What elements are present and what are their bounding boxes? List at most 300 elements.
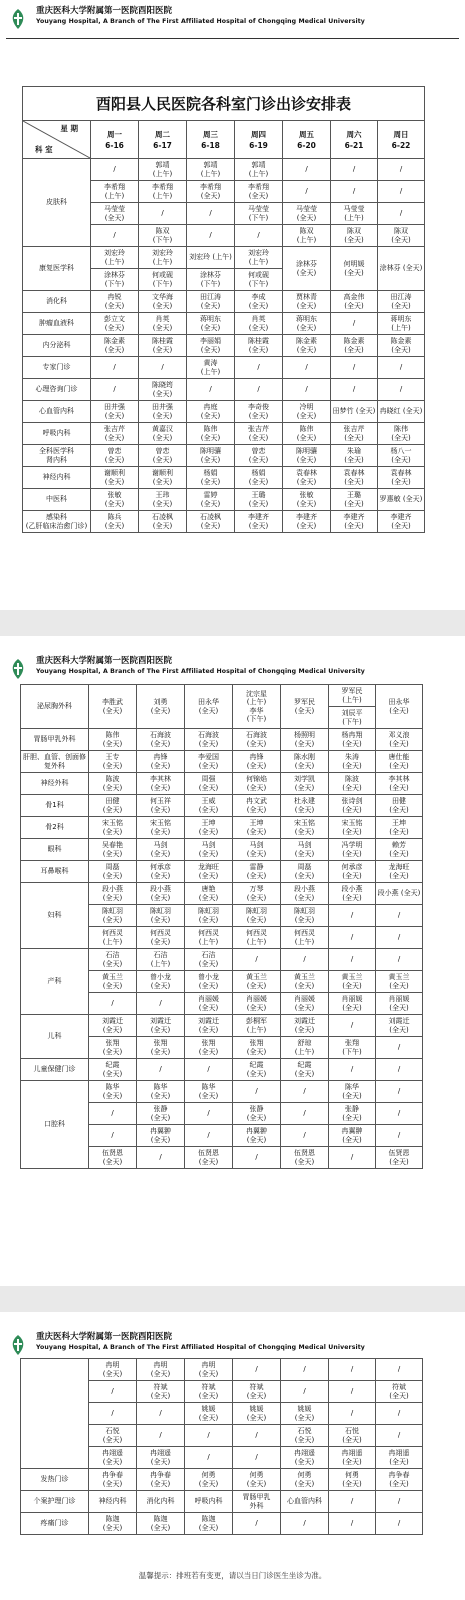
dept-name: 眼科 <box>21 839 89 861</box>
schedule-cell: / <box>137 1403 185 1425</box>
schedule-cell: / <box>329 1403 376 1425</box>
hospital-logo-icon <box>8 8 28 30</box>
schedule-cell: 陈虹羽 (全天) <box>233 905 281 927</box>
schedule-cell: / <box>187 225 235 247</box>
schedule-cell: 李爱国 (全天) <box>185 751 233 773</box>
schedule-cell: 冉争春 (全天) <box>137 1469 185 1491</box>
table-row <box>21 817 423 839</box>
schedule-cell: / <box>281 1125 329 1147</box>
schedule-cell: 马莹莹 (全天) <box>283 203 331 225</box>
schedule-cell: 杨照明 (全天) <box>281 729 329 751</box>
schedule-cell: 何锦焰 (全天) <box>233 773 281 795</box>
schedule-cell: 石悦 (全天) <box>281 1425 329 1447</box>
page-1 <box>0 0 465 610</box>
schedule-cell: 王坤 (全天) <box>233 817 281 839</box>
schedule-cell: / <box>89 1103 137 1125</box>
schedule-cell: 何明媛 (全天) <box>331 247 378 291</box>
schedule-cell: 肖丽媛 (全天) <box>376 993 423 1015</box>
schedule-cell: 彭立文 (全天) <box>91 313 139 335</box>
schedule-cell: 曾恋 (全天) <box>235 445 283 467</box>
schedule-cell: / <box>376 1425 423 1447</box>
schedule-cell: 冉明 (全天) <box>89 1359 137 1381</box>
schedule-cell: 段小燕 (全天) <box>376 883 423 905</box>
schedule-cell: / <box>137 1059 185 1081</box>
table-row <box>21 839 423 861</box>
day-header: 周六 6-21 <box>331 121 378 159</box>
schedule-cell: 杨娟 (全天) <box>235 467 283 489</box>
dept-name: 骨1科 <box>21 795 89 817</box>
page-title: 酉阳县人民医院各科室门诊出诊安排表 <box>23 87 425 121</box>
schedule-cell: 姚媛 (全天) <box>281 1403 329 1425</box>
schedule-cell: / <box>89 1403 137 1425</box>
schedule-cell: 李希翔 (全天) <box>235 181 283 203</box>
schedule-cell: 冉庭 (全天) <box>187 401 235 423</box>
schedule-cell: 冉锐 (全天) <box>91 291 139 313</box>
schedule-cell: / <box>281 1513 329 1535</box>
schedule-cell: 邓义浪 (全天) <box>376 729 423 751</box>
schedule-cell: 刘辰平 (下午) <box>329 707 376 729</box>
schedule-cell: 刘宏玲 (上午) <box>139 247 187 269</box>
schedule-cell: 何西灵 (上午) <box>233 927 281 949</box>
schedule-cell: / <box>376 949 423 971</box>
schedule-cell: 刘学凯 (全天) <box>281 773 329 795</box>
table-row <box>21 861 423 883</box>
schedule-cell: 肖英 (全天) <box>235 313 283 335</box>
schedule-cell: 田井强 (全天) <box>91 401 139 423</box>
table-row <box>23 313 425 335</box>
schedule-cell: 符斌 (全天) <box>233 1381 281 1403</box>
dept-name: 口腔科 <box>21 1081 89 1169</box>
schedule-cell: / <box>376 1125 423 1147</box>
schedule-cell: 肖丽媛 (全天) <box>281 993 329 1015</box>
dept-name: 产科 <box>21 949 89 1015</box>
schedule-cell: 伍贤恩 (全天) <box>376 1147 423 1169</box>
schedule-cell: 张静 (全天) <box>329 1103 376 1125</box>
schedule-cell: 杨冉翔 (全天) <box>329 729 376 751</box>
schedule-cell: 纪霞 (全天) <box>89 1059 137 1081</box>
schedule-cell: 宋玉铭 (全天) <box>281 817 329 839</box>
schedule-cell: 何承彦 (全天) <box>137 861 185 883</box>
schedule-cell: 石洁 (全天) <box>89 949 137 971</box>
schedule-cell: 田梦竹 (全天) <box>331 401 378 423</box>
schedule-cell: / <box>281 1381 329 1403</box>
schedule-cell: / <box>139 357 187 379</box>
schedule-cell: 陈双 (全天) <box>378 225 425 247</box>
schedule-cell: 刘霞迁 (全天) <box>185 1015 233 1037</box>
schedule-cell: 肖丽媛 (全天) <box>233 993 281 1015</box>
schedule-cell: 张翔 (全天) <box>185 1037 233 1059</box>
dept-name: 妇科 <box>21 883 89 949</box>
schedule-cell: / <box>378 379 425 401</box>
schedule-cell: 王璐 (全天) <box>235 489 283 511</box>
schedule-cell: 罗军民 (全天) <box>281 685 329 729</box>
schedule-cell: 李丽娟 (全天) <box>187 335 235 357</box>
table-row <box>23 511 425 533</box>
schedule-cell: 冉翊遥 (全天) <box>137 1447 185 1469</box>
schedule-cell: 刘宏玲 (上午) <box>187 247 235 269</box>
table-row <box>21 751 423 773</box>
schedule-cell: 朱涛 (全天) <box>329 751 376 773</box>
schedule-cell: 文华海 (全天) <box>139 291 187 313</box>
table-row <box>23 291 425 313</box>
table-row <box>23 423 425 445</box>
schedule-cell: 姚媛 (全天) <box>185 1403 233 1425</box>
schedule-cell: 杨八一 (全天) <box>378 445 425 467</box>
schedule-cell: 伍贤恩 (全天) <box>89 1147 137 1169</box>
day-header: 周四 6-19 <box>235 121 283 159</box>
schedule-cell: 伍贤恩 (全天) <box>281 1147 329 1169</box>
schedule-cell: / <box>91 379 139 401</box>
schedule-cell: 李其林 (全天) <box>137 773 185 795</box>
schedule-cell: 王威 (全天) <box>185 795 233 817</box>
page-3 <box>0 1312 465 1600</box>
schedule-cell: 雷婷 (全天) <box>187 489 235 511</box>
schedule-cell: 王坤 (全天) <box>376 817 423 839</box>
dept-name: 发热门诊 <box>21 1469 89 1491</box>
dept-name: 儿童保健门诊 <box>21 1059 89 1081</box>
schedule-cell: 段小燕 (全天) <box>137 883 185 905</box>
schedule-cell: 陈金素 (全天) <box>378 335 425 357</box>
schedule-cell: 张吉芹 (全天) <box>235 423 283 445</box>
schedule-cell: 涂林芬 (全天) <box>283 247 331 291</box>
schedule-cell: / <box>281 1359 329 1381</box>
schedule-cell: 万琴 (全天) <box>233 883 281 905</box>
schedule-cell: 陈虹羽 (全天) <box>137 905 185 927</box>
schedule-cell: / <box>329 905 376 927</box>
schedule-cell: 陈波 (全天) <box>329 773 376 795</box>
schedule-cell: 消化内科 <box>137 1491 185 1513</box>
header-en: Youyang Hospital, A Branch of The First Affiliated Hospital of Chongqing Medical University <box>36 1344 365 1351</box>
schedule-cell: / <box>376 1403 423 1425</box>
schedule-cell: 陈伟 (全天) <box>187 423 235 445</box>
schedule-cell: 刘霞迁 (全天) <box>281 1015 329 1037</box>
schedule-cell: 刘宏玲 (上午) <box>91 247 139 269</box>
dept-name: 专家门诊 <box>23 357 91 379</box>
schedule-cell: 陈伟 (全天) <box>89 729 137 751</box>
footnote: 温馨提示：排班若有变更，请以当日门诊医生坐诊为准。 <box>138 1571 327 1580</box>
schedule-cell: 胃肠甲乳 外科 <box>233 1491 281 1513</box>
schedule-cell: / <box>376 1491 423 1513</box>
schedule-cell: / <box>378 357 425 379</box>
schedule-cell: 黄玉兰 (全天) <box>281 971 329 993</box>
schedule-cell: / <box>235 357 283 379</box>
dept-name: 疼痛门诊 <box>21 1513 89 1535</box>
schedule-cell: 陈水刚 (全天) <box>281 751 329 773</box>
page-header <box>0 1312 465 1358</box>
schedule-cell: 冷明 (全天) <box>283 401 331 423</box>
schedule-cell: / <box>281 949 329 971</box>
table-row <box>23 357 425 379</box>
schedule-cell: 冉翊遥 (全天) <box>329 1447 376 1469</box>
schedule-cell: 陈华 (全天) <box>185 1081 233 1103</box>
corner-top: 星 期 <box>60 124 78 133</box>
schedule-cell: / <box>283 379 331 401</box>
header-en: Youyang Hospital, A Branch of The First Affiliated Hospital of Chongqing Medical University <box>36 668 365 675</box>
schedule-cell: 田永华 (全天) <box>376 685 423 729</box>
schedule-cell: 蒋明东 (全天) <box>187 313 235 335</box>
page-header <box>0 636 465 684</box>
schedule-cell: / <box>91 225 139 247</box>
schedule-cell: 张吉芹 (全天) <box>331 423 378 445</box>
schedule-cell: 何承彦 (全天) <box>329 861 376 883</box>
schedule-cell: / <box>185 1447 233 1469</box>
dept-name: 消化科 <box>23 291 91 313</box>
schedule-cell: 舒琼 (上午) <box>281 1037 329 1059</box>
schedule-cell: 曾小龙 (全天) <box>185 971 233 993</box>
dept-name <box>21 1359 89 1469</box>
schedule-cell: 陈双 (下午) <box>139 225 187 247</box>
schedule-cell: 石海波 (全天) <box>137 729 185 751</box>
schedule-cell: 陈双 (上午) <box>283 225 331 247</box>
schedule-cell: / <box>329 949 376 971</box>
schedule-cell: 蒋明东 (上午) <box>378 313 425 335</box>
schedule-cell: 冉明 (全天) <box>137 1359 185 1381</box>
schedule-cell: 陈明骧 (全天) <box>187 445 235 467</box>
schedule-cell: / <box>89 1381 137 1403</box>
schedule-cell: / <box>139 203 187 225</box>
schedule-cell: 彭桐军 (上午) <box>233 1015 281 1037</box>
schedule-cell: 石凌枫 (全天) <box>187 511 235 533</box>
corner-bottom: 科 室 <box>35 144 53 154</box>
schedule-cell: 王玮 (全天) <box>139 489 187 511</box>
schedule-cell: 吴春艳 (全天) <box>89 839 137 861</box>
schedule-cell: 石凌枫 (全天) <box>139 511 187 533</box>
schedule-cell: / <box>185 1103 233 1125</box>
schedule-cell: / <box>235 379 283 401</box>
table-row <box>23 247 425 269</box>
schedule-cell: 陈华 (全天) <box>89 1081 137 1103</box>
schedule-cell: 王专 (全天) <box>89 751 137 773</box>
schedule-cell: / <box>89 1125 137 1147</box>
schedule-cell: 罗军民 (上午) <box>329 685 376 707</box>
table-row <box>21 1469 423 1491</box>
schedule-cell: 冉争春 (全天) <box>89 1469 137 1491</box>
schedule-cell: 黄嘉汉 (全天) <box>139 423 187 445</box>
dept-name: 骨2科 <box>21 817 89 839</box>
schedule-cell: 张敏 (全天) <box>283 489 331 511</box>
schedule-cell: / <box>185 1059 233 1081</box>
schedule-cell: 陈金素 (全天) <box>91 335 139 357</box>
schedule-cell: 心血管内科 <box>281 1491 329 1513</box>
schedule-cell: 冉锋 (全天) <box>137 751 185 773</box>
schedule-cell: 冉翼翀 (全天) <box>137 1125 185 1147</box>
schedule-cell: 冉晓红 (全天) <box>378 401 425 423</box>
schedule-cell: 周磊 (全天) <box>89 861 137 883</box>
schedule-cell: 马剑 (全天) <box>281 839 329 861</box>
table-row <box>21 1491 423 1513</box>
schedule-cell: 袁春林 (全天) <box>331 467 378 489</box>
schedule-cell: 陈桂霞 (全天) <box>139 335 187 357</box>
schedule-cell: 赖芳 (全天) <box>376 839 423 861</box>
schedule-cell: 何西灵 (上午) <box>185 927 233 949</box>
schedule-cell: 田江涛 (全天) <box>378 291 425 313</box>
table-row <box>21 685 423 707</box>
schedule-cell: / <box>137 1425 185 1447</box>
schedule-cell: 马莹莹 (上午) <box>331 203 378 225</box>
schedule-cell: 段小燕 (全天) <box>89 883 137 905</box>
schedule-cell: 冉翊遥 (全天) <box>281 1447 329 1469</box>
schedule-cell: / <box>329 1147 376 1169</box>
schedule-cell: 曾小龙 (全天) <box>137 971 185 993</box>
schedule-table-1 <box>22 86 425 533</box>
schedule-cell: 袁春林 (全天) <box>378 467 425 489</box>
schedule-cell: / <box>137 993 185 1015</box>
day-header: 周日 6-22 <box>378 121 425 159</box>
dept-name: 中医科 <box>23 489 91 511</box>
schedule-cell: 张翔 (全天) <box>89 1037 137 1059</box>
schedule-cell: / <box>283 357 331 379</box>
schedule-cell: 陈伟 (全天) <box>378 423 425 445</box>
schedule-cell: 陈华 (全天) <box>137 1081 185 1103</box>
table-row <box>23 489 425 511</box>
schedule-cell: 石洁 (全天) <box>185 949 233 971</box>
schedule-cell: 曾恋 (全天) <box>139 445 187 467</box>
schedule-cell: 冉翼翀 (全天) <box>329 1125 376 1147</box>
schedule-cell: 李希翔 (上午) <box>91 181 139 203</box>
schedule-cell: 石海波 (全天) <box>233 729 281 751</box>
schedule-cell: 谢顺利 (全天) <box>139 467 187 489</box>
dept-name: 康复医学科 <box>23 247 91 291</box>
schedule-cell: 黄玉兰 (全天) <box>329 971 376 993</box>
schedule-cell: 田永华 (全天) <box>185 685 233 729</box>
table-row <box>21 1059 423 1081</box>
header-cn: 重庆医科大学附属第一医院酉阳医院 <box>36 6 173 16</box>
dept-name: 感染科 (乙肝临床治愈门诊) <box>23 511 91 533</box>
schedule-cell: / <box>378 203 425 225</box>
schedule-cell: 郭靖 (上午) <box>139 159 187 181</box>
schedule-cell: 陈迦 (全天) <box>185 1513 233 1535</box>
schedule-table-2 <box>20 684 423 1169</box>
schedule-cell: / <box>281 1081 329 1103</box>
schedule-cell: 李胜武 (全天) <box>89 685 137 729</box>
schedule-cell: 李其林 (全天) <box>376 773 423 795</box>
schedule-cell: / <box>376 1081 423 1103</box>
schedule-cell: 陈迦 (全天) <box>137 1513 185 1535</box>
schedule-cell: 李成 (全天) <box>235 291 283 313</box>
schedule-cell: / <box>331 379 378 401</box>
schedule-cell: / <box>329 1491 376 1513</box>
schedule-cell: 杜永建 (全天) <box>281 795 329 817</box>
schedule-cell: 涂林芬 (下午) <box>91 269 139 291</box>
schedule-cell: 陈兵 (全天) <box>91 511 139 533</box>
dept-name: 泌尿胸外科 <box>21 685 89 729</box>
table-row <box>21 1359 423 1381</box>
schedule-cell: 唐仕能 (全天) <box>376 751 423 773</box>
schedule-cell: 陈金素 (全天) <box>283 335 331 357</box>
schedule-cell: 陈虹羽 (全天) <box>185 905 233 927</box>
schedule-cell: 罗惠敏 (全天) <box>378 489 425 511</box>
schedule-cell: 马剑 (全天) <box>137 839 185 861</box>
schedule-cell: 马剑 (全天) <box>233 839 281 861</box>
schedule-cell: 冉锋 (全天) <box>233 751 281 773</box>
schedule-cell: 符斌 (全天) <box>185 1381 233 1403</box>
schedule-cell: 陈虹羽 (全天) <box>89 905 137 927</box>
schedule-cell: 宋玉铭 (全天) <box>329 817 376 839</box>
schedule-cell: / <box>281 1103 329 1125</box>
schedule-cell: 曾恋 (全天) <box>91 445 139 467</box>
dept-name: 肿瘤血液科 <box>23 313 91 335</box>
table-row <box>23 335 425 357</box>
schedule-cell: / <box>376 1513 423 1535</box>
schedule-cell: / <box>185 1125 233 1147</box>
schedule-cell: 张静 (全天) <box>233 1103 281 1125</box>
schedule-cell: 王坤 (全天) <box>185 817 233 839</box>
page-header <box>0 0 465 30</box>
schedule-cell: 王璐 (全天) <box>331 489 378 511</box>
hospital-logo-icon <box>8 658 28 680</box>
schedule-cell: 神经内科 <box>89 1491 137 1513</box>
hospital-logo-icon <box>8 1334 28 1356</box>
dept-name: 神经内科 <box>23 467 91 489</box>
dept-name: 皮肤科 <box>23 159 91 247</box>
schedule-cell: 何勇 (全天) <box>233 1469 281 1491</box>
day-header: 周五 6-20 <box>283 121 331 159</box>
schedule-cell: 冉文武 (全天) <box>233 795 281 817</box>
schedule-cell: 何勇 (全天) <box>185 1469 233 1491</box>
dept-name: 神经外科 <box>21 773 89 795</box>
schedule-cell: 宋玉铭 (全天) <box>89 817 137 839</box>
schedule-cell: 何西灵 (全天) <box>137 927 185 949</box>
dept-name: 胃肠甲乳外科 <box>21 729 89 751</box>
header-cn: 重庆医科大学附属第一医院酉阳医院 <box>36 1332 173 1342</box>
page-2 <box>0 636 465 1286</box>
schedule-cell: 马莹莹 (全天) <box>91 203 139 225</box>
schedule-cell: 黄玉兰 (全天) <box>376 971 423 993</box>
schedule-cell: 肖英 (全天) <box>139 313 187 335</box>
schedule-cell: / <box>329 1015 376 1037</box>
schedule-cell: 黄玉兰 (全天) <box>233 971 281 993</box>
schedule-cell: 高金伟 (全天) <box>331 291 378 313</box>
schedule-cell: 冯学明 (全天) <box>329 839 376 861</box>
schedule-cell: / <box>187 379 235 401</box>
schedule-cell: 刘霞迁 (全天) <box>376 1015 423 1037</box>
schedule-cell: / <box>329 1059 376 1081</box>
schedule-cell: 段小燕 (全天) <box>281 883 329 905</box>
schedule-cell: 郭靖 (上午) <box>235 159 283 181</box>
schedule-cell: / <box>329 927 376 949</box>
table-row <box>23 401 425 423</box>
schedule-cell: 田健 (全天) <box>89 795 137 817</box>
schedule-cell: 杨娟 (全天) <box>187 467 235 489</box>
schedule-cell: / <box>329 1359 376 1381</box>
schedule-cell: 石海波 (全天) <box>185 729 233 751</box>
schedule-cell: 李建齐 (全天) <box>235 511 283 533</box>
schedule-cell: 伍贤恩 (全天) <box>185 1147 233 1169</box>
schedule-cell: 李希翔 (全天) <box>187 181 235 203</box>
schedule-cell: 李建齐 (全天) <box>283 511 331 533</box>
schedule-cell: 马剑 (全天) <box>185 839 233 861</box>
schedule-cell: 段小燕 (全天) <box>329 883 376 905</box>
schedule-cell: 张静 (全天) <box>137 1103 185 1125</box>
schedule-cell: 陈晓筠 (全天) <box>139 379 187 401</box>
schedule-cell: 何玉祥 (全天) <box>137 795 185 817</box>
schedule-cell: 刘霞迁 (全天) <box>137 1015 185 1037</box>
schedule-table-3 <box>20 1358 423 1535</box>
schedule-cell: 黄涛 (上午) <box>187 357 235 379</box>
schedule-cell: / <box>233 1425 281 1447</box>
dept-name: 肝胆、血管、创面修复外科 <box>21 751 89 773</box>
schedule-cell: 姚媛 (全天) <box>233 1403 281 1425</box>
schedule-cell: 肖丽媛 (全天) <box>185 993 233 1015</box>
schedule-cell: 陈桂霞 (全天) <box>235 335 283 357</box>
schedule-cell: 冉翊遥 (全天) <box>89 1447 137 1469</box>
schedule-cell: 朱瑜 (全天) <box>331 445 378 467</box>
schedule-cell: 石洁 (上午) <box>137 949 185 971</box>
schedule-cell: / <box>233 1447 281 1469</box>
schedule-cell: / <box>378 159 425 181</box>
schedule-cell: 纪霞 (全天) <box>281 1059 329 1081</box>
schedule-cell: / <box>378 181 425 203</box>
